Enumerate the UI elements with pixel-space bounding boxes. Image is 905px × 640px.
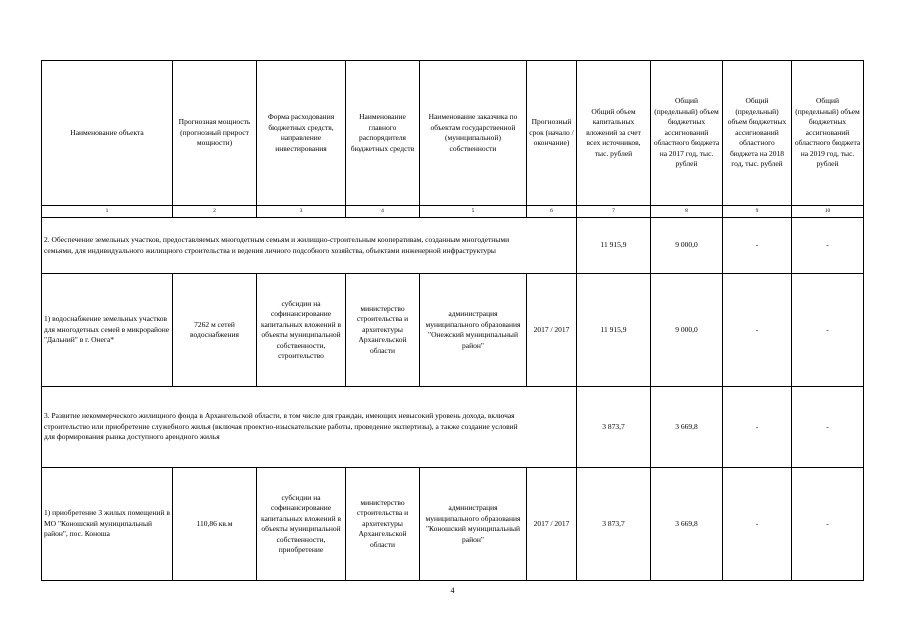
section-empty-cell: [527, 218, 577, 274]
page-number: 4: [450, 586, 455, 595]
budget-2017: 3 669,8: [651, 468, 723, 581]
section-empty-cell: [527, 387, 577, 468]
header-budget-2018: Общий (предельный) объем бюджетных ассигнований областного бюджета на 2018 год, тыс. рублей: [723, 61, 792, 206]
capacity: 7262 м сетей водоснабжения: [173, 274, 257, 387]
object-name: 1) водоснабжение земельных участков для многодетных семей в микрорайоне "Дальний" в г. Онега*: [42, 274, 173, 387]
header-budget-2017: Общий (предельный) объем бюджетных ассигнований областного бюджета на 2017 год, тыс. рублей: [651, 61, 723, 206]
column-number-row: [42, 206, 864, 218]
header-customer: Наименование заказчика по объектам государственной (муниципальной) собственности: [420, 61, 527, 206]
section-budget-2018: -: [723, 387, 792, 468]
column-number: 10: [792, 206, 864, 218]
header-period: Прогнозный срок (начало / окончание): [527, 61, 577, 206]
capacity: 110,86 кв.м: [173, 468, 257, 581]
period: 2017 / 2017: [527, 468, 577, 581]
budget-2017: 9 000,0: [651, 274, 723, 387]
period: 2017 / 2017: [527, 274, 577, 387]
main-distributor: министерство строительства и архитектуры Архангельской области: [346, 274, 420, 387]
section-total: 3 873,7: [577, 387, 651, 468]
column-number: 5: [420, 206, 527, 218]
section-title: 2. Обеспечение земельных участков, предоставляемых многодетным семьям и жилищно-строительным кооперативам, созданным многодетными семьями, для индивидуального жилищного строительства и ведения личного подсобного хозяйства, объектами инженерной инфраструктуры: [42, 218, 527, 274]
table-row: [42, 468, 864, 581]
header-expenditure-form: Форма расходования бюджетных средств, направление инвестирования: [257, 61, 346, 206]
section-budget-2017: 3 669,8: [651, 387, 723, 468]
budget-2018: -: [723, 468, 792, 581]
budget-2018: -: [723, 274, 792, 387]
table-row: [42, 274, 864, 387]
column-number: 4: [346, 206, 420, 218]
customer: администрация муниципального образования "Онежский муниципальный район": [420, 274, 527, 387]
expenditure-form: субсидии на софинансирование капитальных вложений в объекты муниципальной собственности, приобретение: [257, 468, 346, 581]
expenditure-form: субсидии на софинансирование капитальных вложений в объекты муниципальной собственности, строительство: [257, 274, 346, 387]
investment-table: [41, 60, 864, 581]
budget-2019: -: [792, 468, 864, 581]
header-capacity: Прогнозная мощность (прогнозный прирост мощности): [173, 61, 257, 206]
column-number: 2: [173, 206, 257, 218]
section-row: [42, 218, 864, 274]
section-total: 11 915,9: [577, 218, 651, 274]
column-number: 3: [257, 206, 346, 218]
object-name: 1) приобретение 3 жилых помещений в МО "Коношский муниципальный район", пос. Коноша: [42, 468, 173, 581]
total-investment: 11 915,9: [577, 274, 651, 387]
main-distributor: министерство строительства и архитектуры Архангельской области: [346, 468, 420, 581]
header-object-name: Наименование объекта: [42, 61, 173, 206]
section-budget-2018: -: [723, 218, 792, 274]
header-row: [42, 61, 864, 206]
customer: администрация муниципального образования "Коношский муниципальный район": [420, 468, 527, 581]
section-title: 3. Развитие некоммерческого жилищного фонда в Архангельской области, в том числе для граждан, имеющих невысокий уровень дохода, включая строительство или приобретение служебного жилья (включая проектно-изыскательские работы, проведение экспертизы), а также создание условий для формирования рынка доступного арендного жилья: [42, 387, 527, 468]
header-total-investment: Общий объем капитальных вложений за счет всех источников, тыс. рублей: [577, 61, 651, 206]
column-number: 1: [42, 206, 173, 218]
section-budget-2017: 9 000,0: [651, 218, 723, 274]
total-investment: 3 873,7: [577, 468, 651, 581]
section-budget-2019: -: [792, 387, 864, 468]
column-number: 9: [723, 206, 792, 218]
column-number: 8: [651, 206, 723, 218]
header-main-distributor: Наименование главного распорядителя бюджетных средств: [346, 61, 420, 206]
section-budget-2019: -: [792, 218, 864, 274]
budget-2019: -: [792, 274, 864, 387]
header-budget-2019: Общий (предельный) объем бюджетных ассигнований областного бюджета на 2019 год, тыс. рублей: [792, 61, 864, 206]
column-number: 6: [527, 206, 577, 218]
column-number: 7: [577, 206, 651, 218]
section-row: [42, 387, 864, 468]
